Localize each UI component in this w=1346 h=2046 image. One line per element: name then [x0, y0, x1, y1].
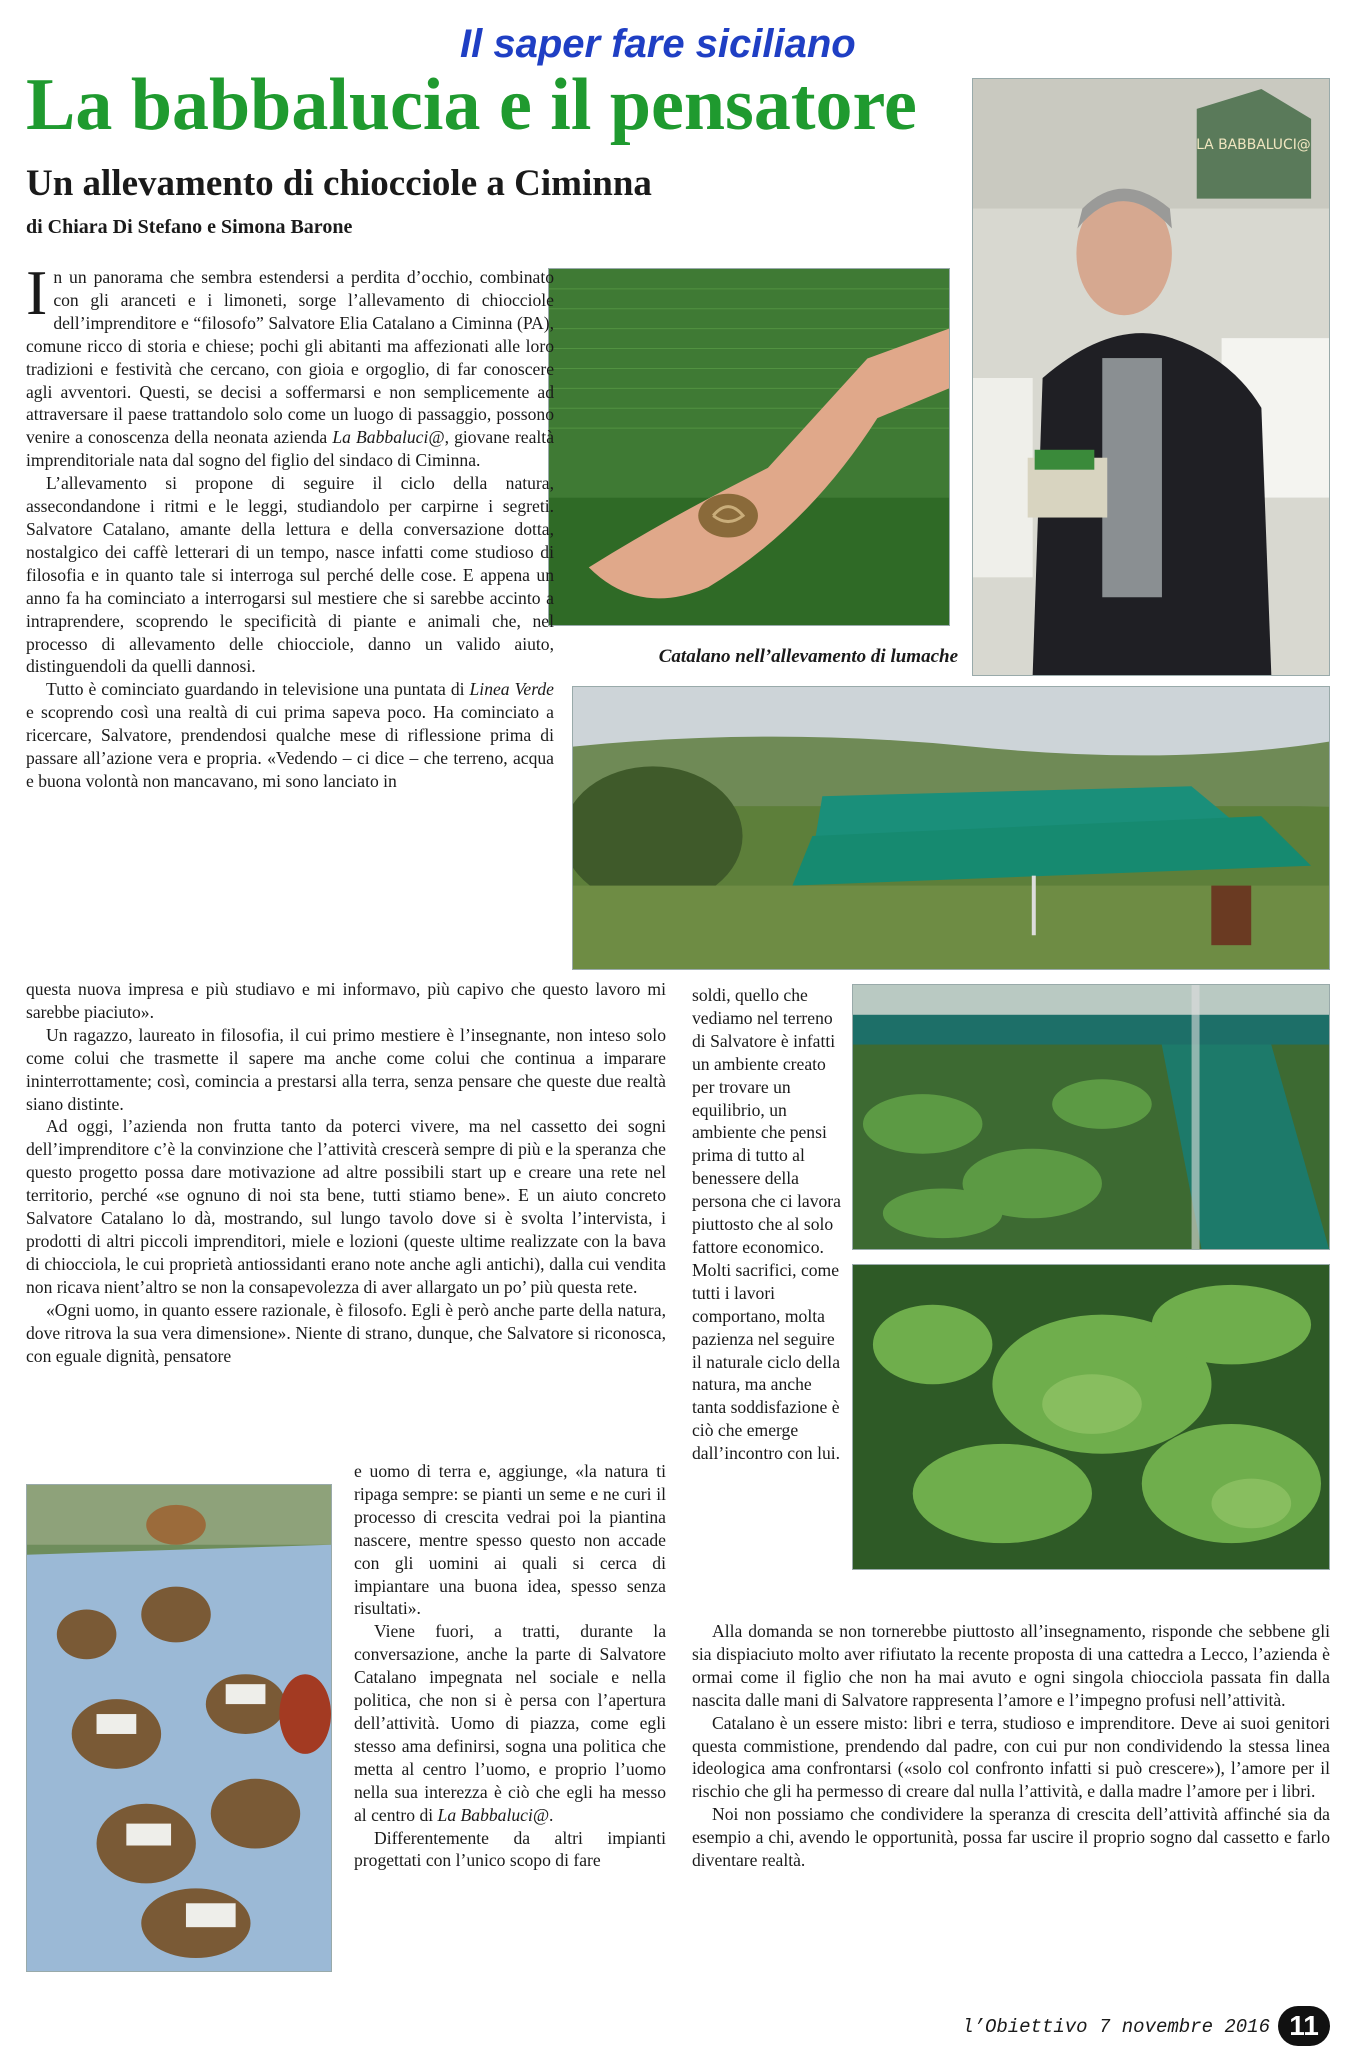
paragraph: Tutto è cominciato guardando in televisione una puntata di	[46, 679, 470, 700]
paragraph: Un ragazzo, laureato in filosofia, il cui primo mestiere è l’insegnante, non inteso solo come colui che trasmette il sapere ma anche come colui che continua a imparare ininterrottamente; così, comincia a prestarsi alla terra, senza pensare che queste due realtà siano distinte.	[26, 1024, 666, 1114]
paragraph: Ad oggi, l’azienda non frutta tanto da poterci vivere, ma nel cassetto dei sogni dell’imprenditore c’è la convinzione che l’attività crescerà sempre di più e la speranza che questo progetto possa dare motivazione ad altre possibili start up e creare una rete nel territorio, perché «se ognuno di noi sta bene, tutti stiamo bene». E un aiuto concreto Salvatore Catalano lo dà, mostrando, sul lungo tavolo dove si è svolta l’intervista, i prodotti di altri piccoli imprenditori, miele e lozioni (queste ultime realizzate con la bava di chiocciola, le cui proprietà antiossidanti erano note anche agli antichi), dalla cui vendita non ricava nient’altro se non la consapevolezza di aver allargato un po’ più questa rete.	[26, 1116, 666, 1297]
paragraph: «Ogni uomo, in quanto essere razionale, è filosofo. Egli è però anche parte della natura, dove ritrova la sua vera dimensione». Niente di strano, dunque, che Salvatore si riconosca, con eguale dignità, pensatore	[26, 1299, 666, 1366]
article-column-narrow	[692, 984, 842, 1465]
photo-leafy-greens	[852, 1264, 1330, 1570]
photo-netted-rows	[852, 984, 1330, 1250]
paragraph-end: .	[549, 1804, 554, 1825]
photo-hand-with-snail	[548, 268, 950, 626]
article-headline: La babbalucia e il pensatore	[26, 64, 917, 146]
paragraph-cont: e scoprendo così una realtà di cui prima sapeva poco. Ha cominciato a ricercare, Salvatore, prendendosi qualche mese di riflessione prima di passare all’azione vera e propria. «Vedendo – ci dice – che terreno, acqua e buona volontà non mancavano, mi sono lanciato in	[26, 702, 554, 791]
paragraph: n un panorama che sembra estendersi a perdita d’occhio, combinato con gli aranceti e i limoneti, sorge l’allevamento di chiocciole dell’imprenditore e “filosofo” Salvatore Elia Catalano a Ciminna (PA), comune ricco di storia e chiese; pochi gli abitanti ma affezionati alle loro tradizioni e festività che cercano, con gioia e orgoglio, di far conoscere agli avventori. Questi, se decisi a soffermarsi e non semplicemente ad attraversare il paese trattandolo solo come un luogo di passaggio, possono venire a conoscenza della neonata azienda	[26, 267, 554, 448]
company-name: La Babbaluci@	[437, 1804, 550, 1825]
paragraph: Molti sacrifici, come tutti i lavori comportano, molta pazienza nel seguire il naturale ciclo della natura, ma anche tanta soddisfazione è ciò che emerge dall’incontro con lui.	[692, 1259, 841, 1464]
section-kicker: Il saper fare siciliano	[460, 22, 856, 66]
paragraph: Alla domanda se non tornerebbe piuttosto all’insegnamento, risponde che sebbene gli sia dispiaciuto molto aver rifiutato la recente proposta di una cattedra a Lecco, l’azienda è ormai come il figlio che non ha mai avuto e ogni singola chiocciola passata fin dalla nascita dalle mani di Salvatore rappresenta l’amore e l’impegno profusi nell’attività.	[692, 1621, 1330, 1710]
article-column-right	[692, 1620, 1330, 1872]
article-wide-block	[26, 978, 666, 1367]
article-column-mid	[354, 1460, 666, 1872]
photo-caption: Catalano nell’allevamento di lumache	[658, 646, 958, 667]
paragraph: L’allevamento si propone di seguire il ciclo della natura, assecondandone i ritmi e le leggi, studiandolo per carpirne i segreti. Salvatore Catalano, amante della lettura e della conversazione dotta, nostalgico dei caffè letterari di un tempo, nasce infatti come studioso di filosofia e in quanto tale si interroga sul perché delle cose. E appena un anno fa ha cominciato a interrogarsi sul mestiere che si sarebbe accinto a intraprendere, scoprendo le specificità di piante e animali che, nel processo di allevamento delle chiocciole, danno un valido aiuto, distinguendoli da quelli dannosi.	[26, 473, 554, 677]
sign-text: LA BABBALUCI@	[1196, 136, 1311, 153]
paragraph: Viene fuori, a tratti, durante la conversazione, anche la parte di Salvatore Catalano impegnata nel sociale e nella politica, che non si è persa con l’apertura dell’attività. Uomo di piazza, come egli stesso ama definirsi, sogna una politica che metta al centro l’uomo, e proprio l’uomo nella sua interezza è ciò che egli ha messo al centro di	[354, 1621, 666, 1825]
paragraph: Catalano è un essere misto: libri e terra, studioso e imprenditore. Deve ai suoi genitori questa commistione, prendendo dal padre, con cui pur non condividendo la stessa linea ideologica ama confrontarsi («solo col confronto infatti si può crescere»), l’amore per il rischio che gli ha permesso di creare dal nulla l’attività, e dalla madre l’amore per i libri.	[692, 1712, 1330, 1802]
tv-show-name: Linea Verde	[469, 679, 554, 700]
article-subhead: Un allevamento di chiocciole a Ciminna	[26, 163, 652, 204]
paragraph: Noi non possiamo che condividere la speranza di crescita dell’attività affinché sia da esempio a chi, avendo le opportunità, possa far uscire il proprio sogno dal cassetto e farlo diventare realtà.	[692, 1804, 1330, 1871]
page-footer: l’Obiettivo 7 novembre 2016	[962, 2016, 1270, 2038]
drop-cap: I	[26, 257, 48, 328]
photo-catalano-portrait	[972, 78, 1330, 676]
paragraph-end: , giovane realtà imprenditoriale nata dal sogno del figlio del sindaco di Ciminna.	[26, 427, 555, 471]
article-byline: di Chiara Di Stefano e Simona Barone	[26, 216, 353, 238]
photo-farm-landscape	[572, 686, 1330, 970]
page-number: 11	[1278, 2006, 1330, 2046]
paragraph: questa nuova impresa e più studiavo e mi informavo, più capivo che questo lavoro mi sarebbe piaciuto».	[26, 979, 666, 1022]
paragraph: Differentemente da altri impianti progettati con l’unico scopo di fare	[354, 1827, 666, 1871]
photo-products-table	[26, 1484, 332, 1972]
paragraph: soldi, quello che vediamo nel terreno di Salvatore è infatti un ambiente creato per trovare un equilibrio, un ambiente che pensi prima di tutto al benessere della persona che ci lavora piuttosto che al solo fattore economico.	[692, 985, 841, 1257]
company-name: La Babbaluci@	[332, 427, 445, 448]
article-column-1	[26, 257, 555, 793]
paragraph: e uomo di terra e, aggiunge, «la natura ti ripaga sempre: se pianti un seme e ne curi il processo di crescita vedrai poi la piantina nascere, mentre spesso questo non accade con gli uomini ai quali si cerca di impiantare una buona idea, spesso senza risultati».	[354, 1461, 666, 1619]
